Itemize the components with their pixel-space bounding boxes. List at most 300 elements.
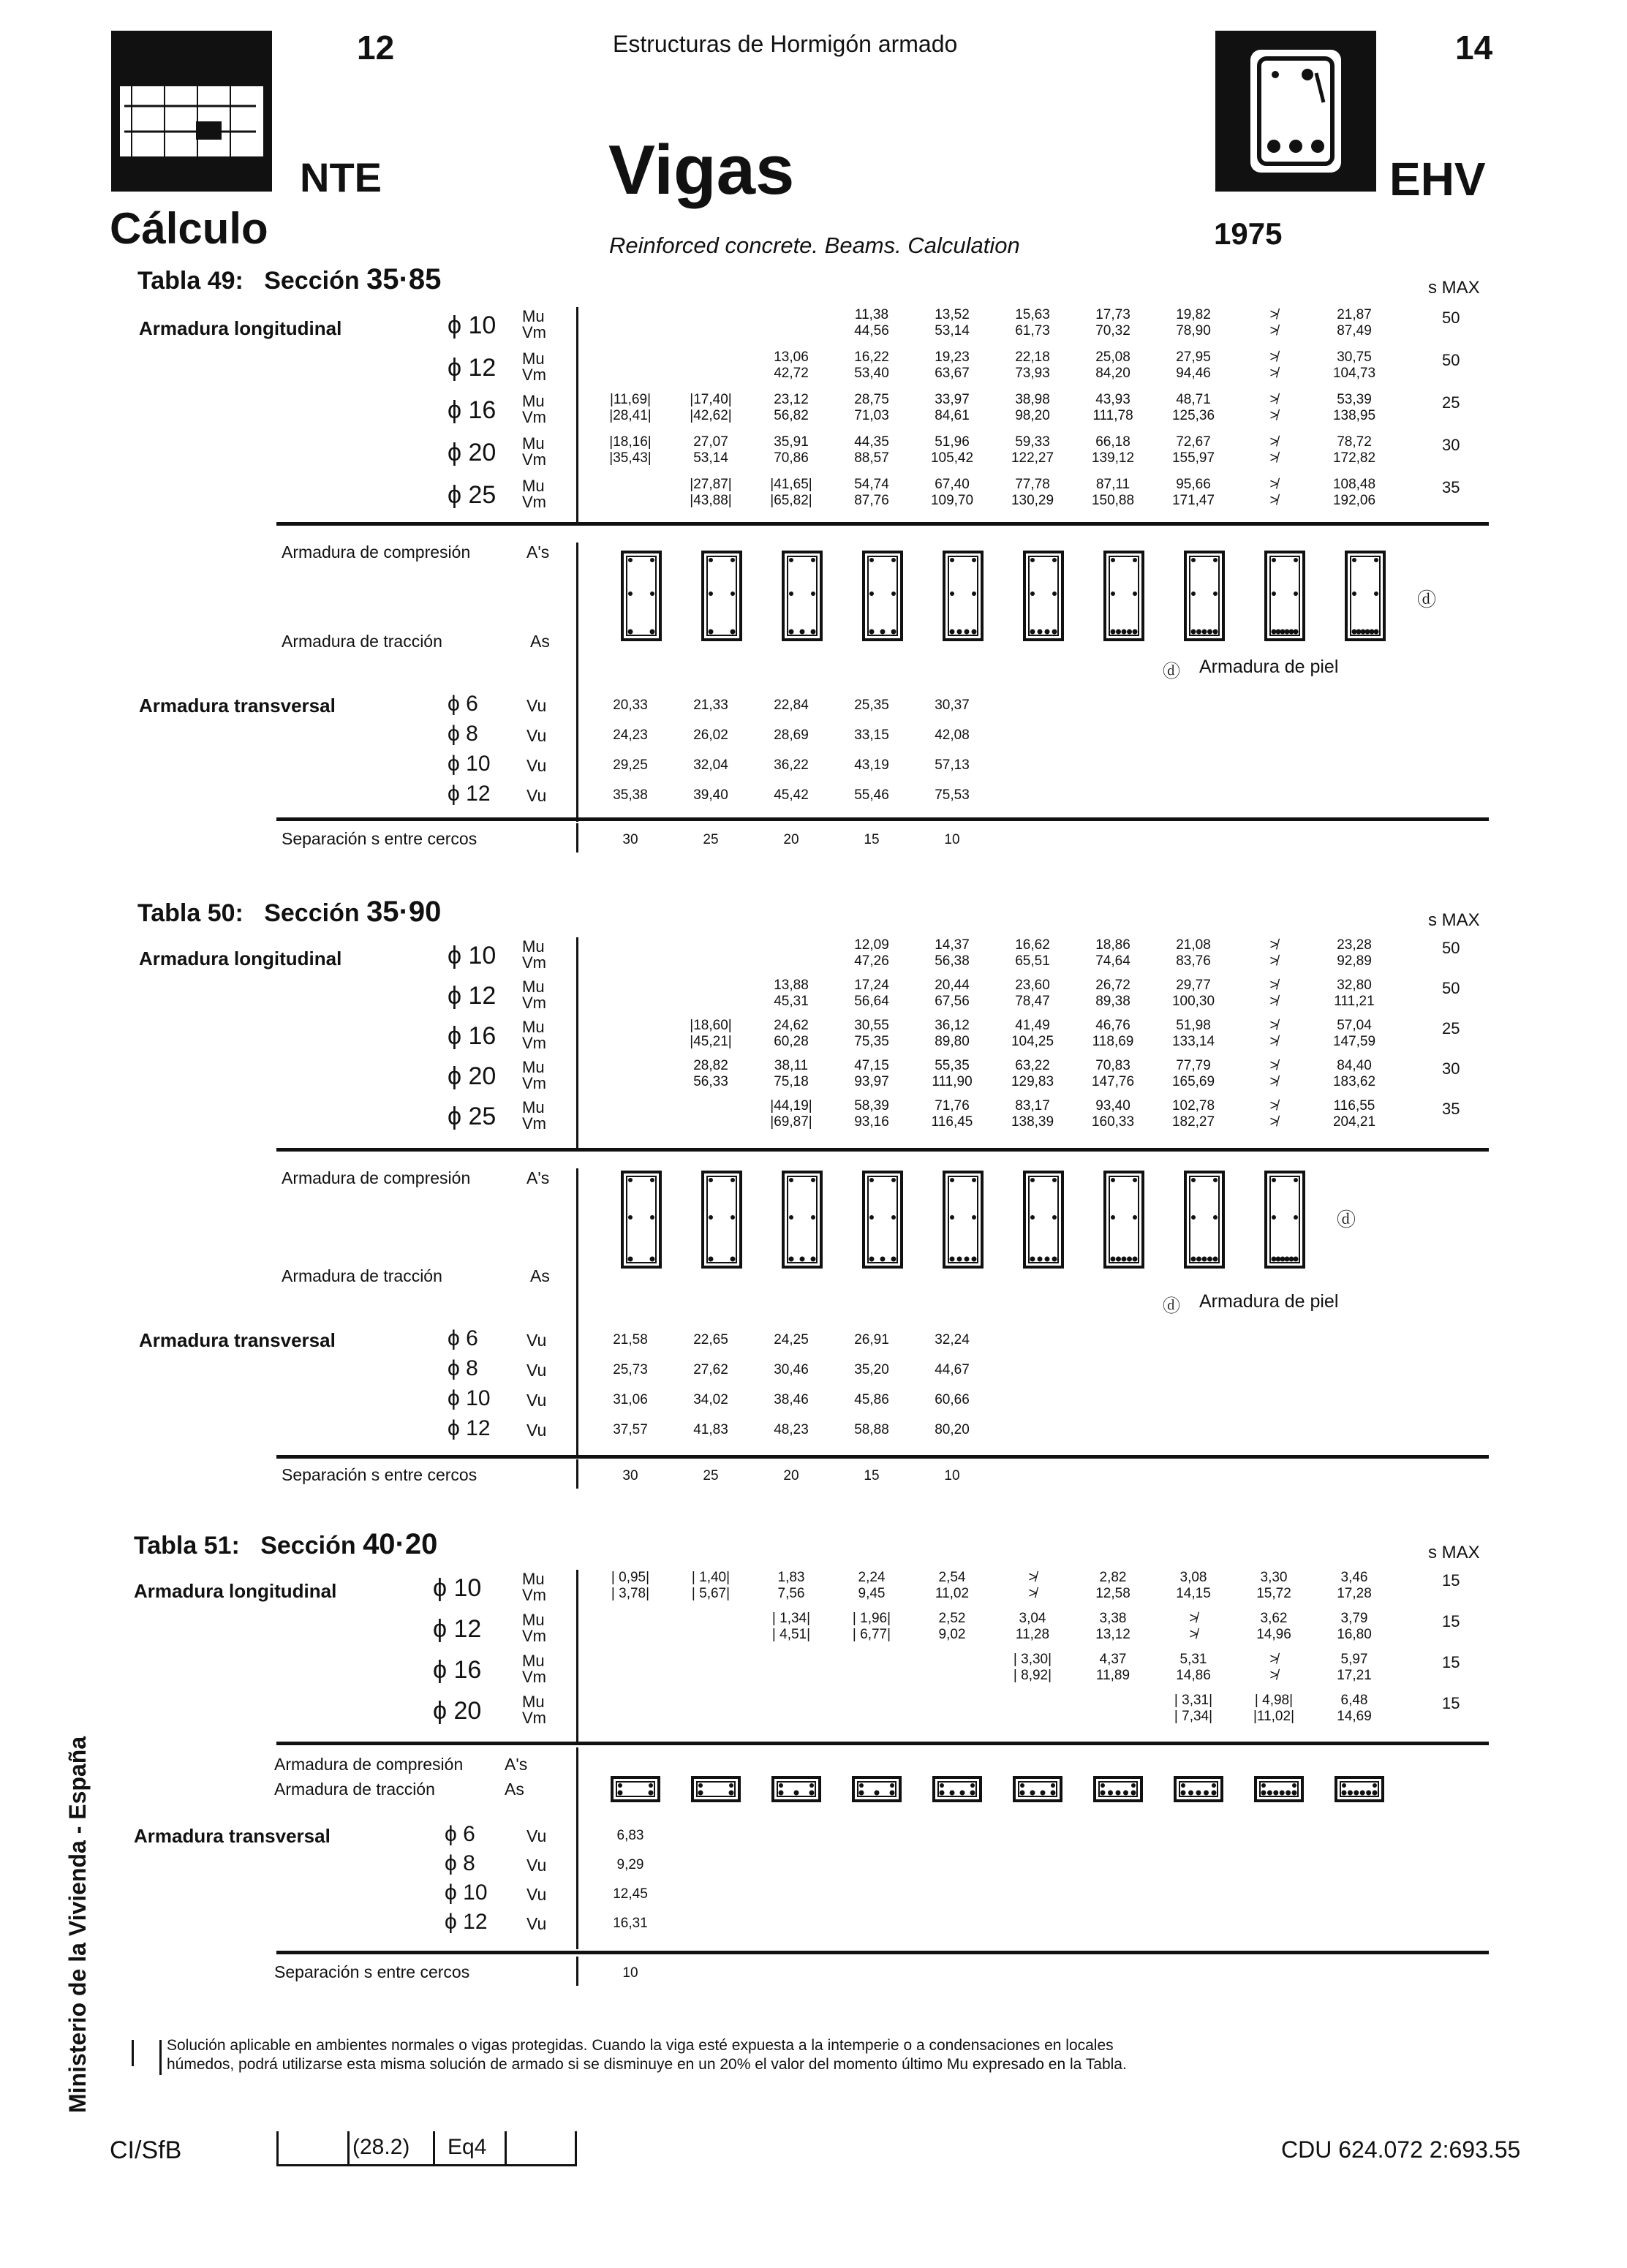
vm-label: Vm [522, 1627, 546, 1645]
vm-value: 98,20 [1015, 408, 1050, 423]
smax-header: s MAX [1428, 910, 1480, 930]
mu-value: 36,12 [935, 1018, 970, 1033]
mu-value: |18,60| [690, 1018, 732, 1033]
beam-section-diagram [771, 1775, 823, 1804]
vm-value: |35,43| [609, 450, 652, 466]
vm-value: |28,41| [609, 408, 652, 423]
table-number: Tabla 50: [137, 899, 244, 927]
vm-value: 9,45 [858, 1586, 886, 1601]
mu-value: 3,79 [1340, 1611, 1368, 1626]
stirrup-diameter-label: ϕ 10 [448, 1386, 491, 1410]
vm-value: 88,57 [854, 450, 889, 466]
separation-vertical-rule [576, 1459, 578, 1489]
vu-value: 45,42 [774, 787, 809, 803]
vm-value: 17,28 [1337, 1586, 1372, 1601]
mu-value: 2,54 [938, 1570, 966, 1585]
separation-vertical-rule [576, 823, 578, 853]
mu-value: |44,19| [770, 1098, 812, 1114]
mu-value: 46,76 [1095, 1018, 1130, 1033]
mu-value: 51,96 [935, 434, 970, 450]
mu-value: 32,80 [1337, 978, 1372, 993]
vm-value: | 6,77| [852, 1627, 891, 1642]
vu-value: 44,67 [935, 1362, 970, 1377]
vm-value: 60,28 [774, 1034, 809, 1049]
mu-value: 63,22 [1015, 1058, 1050, 1073]
vm-value: 192,06 [1332, 493, 1376, 508]
bar-diameter-label: ϕ 16 [448, 1022, 497, 1050]
vm-value: 61,73 [1015, 323, 1050, 339]
mu-label: Mu [522, 1611, 545, 1629]
longitudinal-label: Armadura longitudinal [139, 317, 342, 339]
mu-value: |27,87| [690, 477, 732, 492]
vm-value: 65,51 [1015, 953, 1050, 969]
footer-code-box-edge [575, 2131, 577, 2166]
bar-diameter-label: ϕ 12 [448, 982, 497, 1010]
separation-label: Separación s entre cercos [282, 829, 477, 848]
transverse-label: Armadura transversal [134, 1825, 331, 1847]
vu-value: 16,31 [613, 1916, 648, 1931]
skin-label: Armadura de piel [1199, 657, 1339, 677]
vu-label: Vu [526, 726, 547, 745]
bar-diameter-label: ϕ 10 [448, 311, 497, 339]
vu-value: 26,02 [693, 727, 728, 743]
smax-value: 50 [1442, 979, 1460, 997]
vm-value: 104,25 [1011, 1034, 1054, 1049]
vm-label: Vm [522, 408, 546, 426]
mu-value: 28,82 [693, 1058, 728, 1073]
footer-code-box-edge [276, 2131, 279, 2166]
stirrup-diameter-label: ϕ 8 [445, 1851, 475, 1875]
vm-value: 70,32 [1095, 323, 1130, 339]
mu-value: 2,82 [1099, 1570, 1127, 1585]
mu-value: | 3,30| [1013, 1652, 1052, 1667]
vm-value: 171,47 [1171, 493, 1215, 508]
beam-section-diagram [942, 550, 986, 643]
mu-value: 13,88 [774, 978, 809, 993]
vu-label: Vu [526, 1856, 547, 1875]
beam-section-diagram [1253, 1775, 1306, 1804]
vm-value: 73,93 [1015, 366, 1050, 381]
mu-value: 19,82 [1176, 307, 1211, 322]
vm-value: 56,64 [854, 994, 889, 1009]
vm-value: 9,02 [938, 1627, 966, 1642]
vm-value: 111,21 [1334, 994, 1375, 1009]
mu-value: 71,76 [935, 1098, 970, 1114]
vu-value: 34,02 [693, 1392, 728, 1407]
vm-value: 147,59 [1332, 1034, 1376, 1049]
mu-value: 77,79 [1176, 1058, 1211, 1073]
beam-section-diagram [701, 1170, 744, 1271]
mu-value: 5,97 [1340, 1652, 1368, 1667]
mu-value: ≯ [1269, 307, 1278, 322]
vm-label: Vm [522, 1114, 546, 1133]
page-number-left: 12 [357, 29, 395, 67]
vm-value: 84,61 [935, 408, 970, 423]
mu-value: 19,23 [935, 349, 970, 365]
mu-value: 78,72 [1337, 434, 1372, 450]
mu-value: 38,98 [1015, 392, 1050, 407]
beam-section-diagram [1022, 1170, 1066, 1271]
mu-value: 1,83 [777, 1570, 805, 1585]
vm-value: 53,14 [693, 450, 728, 466]
mu-value: 58,39 [854, 1098, 889, 1114]
mu-value: 3,08 [1179, 1570, 1207, 1585]
vm-value: 15,72 [1256, 1586, 1291, 1601]
subtitle: Reinforced concrete. Beams. Calculation [609, 233, 1020, 258]
vm-value: 78,90 [1176, 323, 1211, 339]
mu-value: | 1,96| [852, 1611, 891, 1626]
vu-label: Vu [526, 756, 547, 775]
vm-label: Vm [522, 366, 546, 384]
mu-value: 3,30 [1260, 1570, 1288, 1585]
vm-value: 89,80 [935, 1034, 970, 1049]
bar-diameter-label: ϕ 20 [448, 1062, 497, 1090]
vm-value: 42,72 [774, 366, 809, 381]
mu-value: | 1,40| [691, 1570, 731, 1585]
vm-value: 53,14 [935, 323, 970, 339]
vm-value: 11,02 [935, 1586, 970, 1601]
vu-label: Vu [526, 1391, 547, 1410]
vu-value: 32,24 [935, 1332, 970, 1347]
vm-value: ≯ [1269, 450, 1278, 466]
mu-value: 17,73 [1095, 307, 1130, 322]
vm-value: 56,33 [693, 1074, 728, 1089]
mu-value: 6,48 [1340, 1693, 1368, 1708]
vm-value: 11,89 [1095, 1668, 1130, 1683]
mu-value: ≯ [1269, 937, 1278, 953]
beam-section-diagram [1264, 550, 1307, 643]
smax-value: 35 [1442, 1100, 1460, 1118]
separation-value: 10 [944, 1468, 960, 1483]
vm-value: 17,21 [1337, 1668, 1372, 1683]
stirrup-diameter-label: ϕ 10 [448, 752, 491, 776]
separation-value: 30 [622, 832, 638, 847]
traction-symbol: As [530, 1266, 550, 1285]
stirrup-diameter-label: ϕ 6 [448, 1326, 478, 1350]
vu-label: Vu [526, 786, 547, 805]
calc-label: Cálculo [110, 204, 268, 253]
table-separator [276, 1455, 1489, 1459]
vm-value: 75,35 [854, 1034, 889, 1049]
mu-value: 44,35 [854, 434, 889, 450]
vu-value: 31,06 [613, 1392, 648, 1407]
skin-marker-icon: ⓓ [1163, 662, 1180, 681]
vm-value: 56,38 [935, 953, 970, 969]
smax-value: 15 [1442, 1612, 1460, 1630]
mu-value: ≯ [1269, 434, 1278, 450]
bar-diameter-label: ϕ 16 [433, 1656, 482, 1684]
vm-label: Vm [522, 493, 546, 511]
mu-value: |17,40| [690, 392, 732, 407]
table-title [137, 263, 441, 296]
beam-section-diagram [701, 550, 744, 643]
mu-value: 30,55 [854, 1018, 889, 1033]
bar-diameter-label: ϕ 12 [448, 354, 497, 382]
vm-value: 182,27 [1171, 1114, 1215, 1130]
vu-value: 39,40 [693, 787, 728, 803]
vu-value: 33,15 [854, 727, 889, 743]
vu-value: 36,22 [774, 757, 809, 773]
mu-value: 33,97 [935, 392, 970, 407]
mu-value: 30,75 [1337, 349, 1372, 365]
beam-section-diagram [781, 1170, 825, 1271]
vm-value: | 4,51| [771, 1627, 811, 1642]
beam-section-diagram [1173, 1775, 1226, 1804]
separation-value: 20 [783, 832, 799, 847]
vm-value: |11,02| [1253, 1709, 1295, 1724]
vu-value: 25,35 [854, 698, 889, 713]
mu-value: 29,77 [1176, 978, 1211, 993]
smax-value: 50 [1442, 351, 1460, 369]
mu-value: 14,37 [935, 937, 970, 953]
vm-value: 116,45 [931, 1114, 973, 1130]
vm-value: |65,82| [770, 493, 812, 508]
vm-value: 129,83 [1011, 1074, 1054, 1089]
vm-value: 75,18 [774, 1074, 809, 1089]
separation-label: Separación s entre cercos [274, 1962, 470, 1981]
mu-value: 57,04 [1337, 1018, 1372, 1033]
vm-value: |43,88| [690, 493, 732, 508]
mu-value: 5,31 [1179, 1652, 1207, 1667]
vm-value: |42,62| [690, 408, 732, 423]
transverse-label: Armadura transversal [139, 1329, 336, 1351]
mu-value: 4,37 [1099, 1652, 1127, 1667]
vu-value: 30,37 [935, 698, 970, 713]
vm-value: | 5,67| [691, 1586, 731, 1601]
vu-value: 38,46 [774, 1392, 809, 1407]
year: 1975 [1214, 216, 1283, 251]
nte-logo [110, 29, 274, 194]
mu-value: 3,46 [1340, 1570, 1368, 1585]
transverse-label: Armadura transversal [139, 695, 336, 717]
vm-value: ≯ [1269, 1114, 1278, 1130]
vu-value: 28,69 [774, 727, 809, 743]
mu-value: 102,78 [1171, 1098, 1215, 1114]
vu-value: 75,53 [935, 787, 970, 803]
mu-value: 47,15 [854, 1058, 889, 1073]
vm-value: 111,78 [1092, 408, 1133, 423]
mu-label: Mu [522, 1652, 545, 1670]
transverse-vertical-rule [576, 695, 578, 822]
stirrup-diameter-label: ϕ 10 [445, 1880, 488, 1905]
smax-value: 50 [1442, 309, 1460, 327]
vm-value: 11,28 [1015, 1627, 1050, 1642]
mu-value: 87,11 [1095, 477, 1130, 492]
vm-value: | 7,34| [1174, 1709, 1213, 1724]
table-number: Tabla 51: [134, 1532, 240, 1560]
beam-section-diagram [932, 1775, 984, 1804]
mu-value: 41,49 [1015, 1018, 1050, 1033]
vm-value: 160,33 [1091, 1114, 1135, 1130]
table-title [134, 1528, 437, 1561]
vu-value: 58,88 [854, 1422, 889, 1437]
mu-value: 83,17 [1015, 1098, 1050, 1114]
footer-code-box-line [276, 2164, 576, 2166]
vm-value: 183,62 [1332, 1074, 1376, 1089]
separation-value: 10 [622, 1965, 638, 1981]
mu-value: |41,65| [770, 477, 812, 492]
traction-label: Armadura de tracción [282, 632, 442, 651]
stirrup-diameter-label: ϕ 12 [445, 1910, 488, 1934]
footnote-bar [132, 2040, 134, 2066]
mu-value: 66,18 [1095, 434, 1130, 450]
vm-value: 12,58 [1095, 1586, 1130, 1601]
vm-value: ≯ [1189, 1627, 1198, 1642]
footer-code-box-divider [433, 2131, 435, 2166]
smax-value: 15 [1442, 1694, 1460, 1712]
header-center-title: Estructuras de Hormigón armado [613, 31, 958, 57]
traction-label: Armadura de tracción [274, 1780, 435, 1799]
mu-value: 72,67 [1176, 434, 1211, 450]
longitudinal-label: Armadura longitudinal [134, 1580, 337, 1602]
mu-value: 93,40 [1095, 1098, 1130, 1114]
vm-value: |45,21| [690, 1034, 732, 1049]
section-label: Sección [264, 267, 360, 295]
beam-section-diagram [610, 1775, 662, 1804]
vm-label: Vm [522, 953, 546, 972]
smax-value: 25 [1442, 1019, 1460, 1037]
mu-value: 116,55 [1333, 1098, 1375, 1114]
vm-value: ≯ [1269, 323, 1278, 339]
vm-value: 13,12 [1095, 1627, 1130, 1642]
traction-symbol: As [505, 1780, 524, 1799]
footnote-line-1: Solución aplicable en ambientes normales o vigas protegidas. Cuando la viga esté expuesta a la intemperie o a condensaciones en locales [167, 2037, 1114, 2054]
vu-label: Vu [526, 1885, 547, 1904]
mu-label: Mu [522, 307, 545, 325]
vm-value: 93,16 [854, 1114, 889, 1130]
smax-value: 30 [1442, 436, 1460, 454]
mu-value: ≯ [1189, 1611, 1198, 1626]
mu-value: 35,91 [774, 434, 809, 450]
mu-value: 21,87 [1337, 307, 1372, 322]
mu-value: | 3,31| [1174, 1693, 1213, 1708]
mu-label: Mu [522, 1098, 545, 1116]
footnote-line-2: húmedos, podrá utilizarse esta misma solución de armado si se disminuye en un 20% el valor del momento último Mu expresado en la Tabla. [167, 2056, 1127, 2073]
mu-value: 67,40 [935, 477, 970, 492]
mu-value: 17,24 [854, 978, 889, 993]
skin-marker-icon: ⓓ [1337, 1209, 1356, 1231]
mu-value: 70,83 [1095, 1058, 1130, 1073]
vm-value: 139,12 [1091, 450, 1135, 466]
mu-value: 3,38 [1099, 1611, 1127, 1626]
footer-code-2: Eq4 [448, 2135, 487, 2159]
beam-section-diagram [1012, 1775, 1065, 1804]
vm-value: 14,86 [1176, 1668, 1211, 1683]
table-separator [276, 1148, 1489, 1152]
beam-section-diagram [1183, 550, 1227, 643]
mu-label: Mu [522, 434, 545, 453]
vm-label: Vm [522, 994, 546, 1012]
mu-value: 38,11 [774, 1058, 809, 1073]
longitudinal-label: Armadura longitudinal [139, 948, 342, 969]
table-number: Tabla 49: [137, 267, 244, 295]
vu-value: 21,58 [613, 1332, 648, 1347]
separation-value: 15 [864, 1468, 880, 1483]
mu-value: 84,40 [1337, 1058, 1372, 1073]
vu-value: 55,46 [854, 787, 889, 803]
bar-diameter-label: ϕ 16 [448, 396, 497, 424]
vu-value: 9,29 [616, 1857, 644, 1872]
bar-diameter-label: ϕ 10 [448, 942, 497, 969]
smax-header: s MAX [1428, 1543, 1480, 1562]
smax-value: 50 [1442, 939, 1460, 957]
vu-value: 20,33 [613, 698, 648, 713]
page-number-right: 14 [1455, 29, 1493, 67]
vm-value: ≯ [1269, 1668, 1278, 1683]
beam-section-diagram [1103, 550, 1147, 643]
section-size: 40·20 [363, 1528, 438, 1560]
mu-value: 21,08 [1176, 937, 1211, 953]
skin-marker-icon: ⓓ [1163, 1296, 1180, 1316]
separation-value: 30 [622, 1468, 638, 1483]
beam-section-diagram [1183, 1170, 1227, 1271]
vm-value: 70,86 [774, 450, 809, 466]
vu-value: 22,65 [693, 1332, 728, 1347]
separation-label: Separación s entre cercos [282, 1465, 477, 1484]
vm-label: Vm [522, 1034, 546, 1052]
vm-value: 45,31 [774, 994, 809, 1009]
vm-value: 14,69 [1337, 1709, 1372, 1724]
mu-value: 25,08 [1095, 349, 1130, 365]
compression-label: Armadura de compresión [274, 1755, 464, 1774]
vu-value: 35,20 [854, 1362, 889, 1377]
mu-value: 16,62 [1015, 937, 1050, 953]
skin-marker-icon: ⓓ [1417, 589, 1437, 611]
vm-value: 47,26 [854, 953, 889, 969]
bar-diameter-label: ϕ 20 [448, 439, 497, 466]
stirrup-diameter-label: ϕ 8 [448, 1356, 478, 1380]
vu-value: 25,73 [613, 1362, 648, 1377]
mu-value: 24,62 [774, 1018, 809, 1033]
vm-value: 105,42 [930, 450, 974, 466]
vm-value: 16,80 [1337, 1627, 1372, 1642]
mu-value: | 4,98| [1254, 1693, 1294, 1708]
smax-value: 15 [1442, 1571, 1460, 1590]
vu-value: 6,83 [616, 1828, 644, 1843]
compression-label: Armadura de compresión [282, 543, 471, 562]
vu-value: 43,19 [854, 757, 889, 773]
bar-diameter-label: ϕ 12 [433, 1615, 482, 1643]
vu-value: 48,23 [774, 1422, 809, 1437]
table-vertical-rule [576, 1570, 578, 1742]
vm-value: |69,87| [770, 1114, 812, 1130]
mu-value: |18,16| [609, 434, 652, 450]
vu-value: 57,13 [935, 757, 970, 773]
beam-section-diagram [861, 550, 905, 643]
section-label: Sección [264, 899, 360, 927]
mu-label: Mu [522, 1018, 545, 1036]
vm-value: 94,46 [1176, 366, 1211, 381]
mu-value: 51,98 [1176, 1018, 1211, 1033]
mu-value: 95,66 [1176, 477, 1211, 492]
mu-value: ≯ [1269, 349, 1278, 365]
vm-value: 138,39 [1011, 1114, 1054, 1130]
mu-value: |11,69| [609, 392, 652, 407]
mu-value: 26,72 [1095, 978, 1130, 993]
vm-value: 122,27 [1011, 450, 1054, 466]
stirrup-diameter-label: ϕ 12 [448, 1416, 491, 1440]
separation-value: 15 [864, 832, 880, 847]
vu-label: Vu [526, 1421, 547, 1440]
vm-value: ≯ [1269, 1034, 1278, 1049]
mu-value: 11,38 [854, 307, 889, 322]
separation-value: 20 [783, 1468, 799, 1483]
mu-value: 59,33 [1015, 434, 1050, 450]
smax-value: 35 [1442, 478, 1460, 496]
beam-section-diagram [1334, 1775, 1386, 1804]
beam-section-diagram [620, 550, 664, 643]
ehv-label: EHV [1389, 153, 1486, 205]
